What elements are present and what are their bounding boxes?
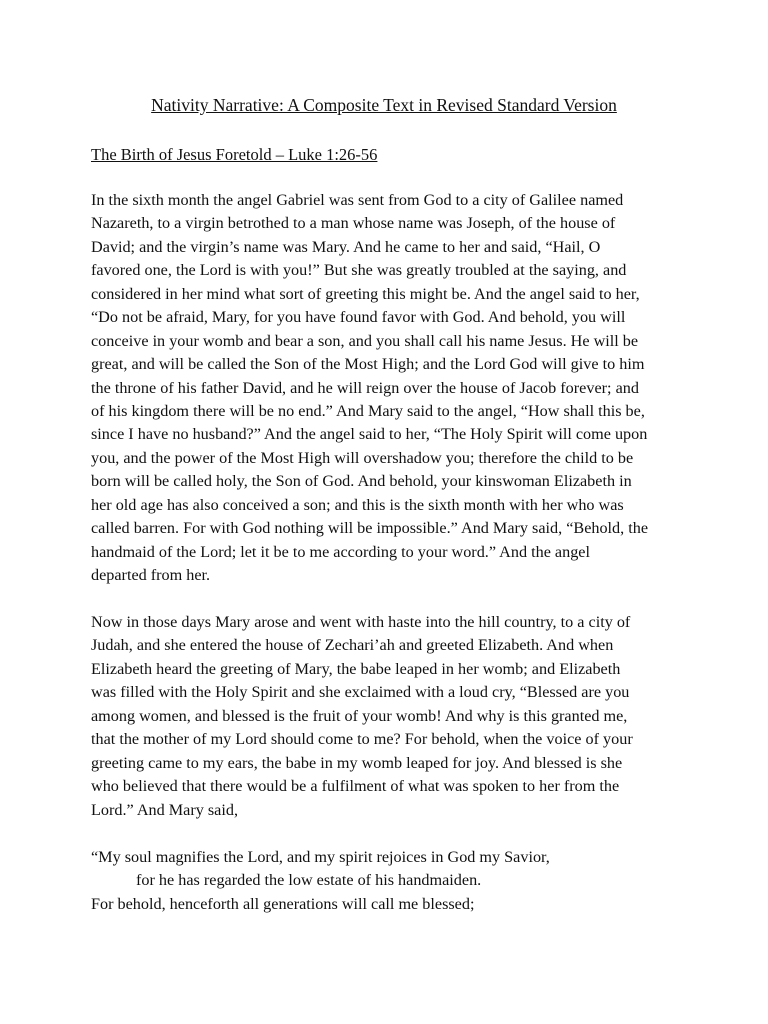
paragraph-line: considered in her mind what sort of greeting this might be. And the angel said to her,	[91, 284, 640, 303]
paragraph-line: Nazareth, to a virgin betrothed to a man whose name was Joseph, of the house of	[91, 214, 616, 233]
paragraph-line: born will be called holy, the Son of God. And behold, your kinswoman Elizabeth in	[91, 472, 632, 491]
poem-line: “My soul magnifies the Lord, and my spirit rejoices in God my Savior,	[91, 848, 550, 866]
poem-line: for he has regarded the low estate of his handmaiden.	[136, 871, 482, 890]
section-heading: The Birth of Jesus Foretold – Luke 1:26-56	[91, 145, 378, 164]
paragraph-line: conceive in your womb and bear a son, and you shall call his name Jesus. He will be	[91, 331, 639, 350]
paragraph-line: David; and the virgin’s name was Mary. And he came to her and said, “Hail, O	[91, 237, 601, 256]
poem-line: For behold, henceforth all generations will call me blessed;	[91, 894, 475, 913]
paragraph-line: Lord.” And Mary said,	[91, 800, 239, 819]
body-paragraph-1	[91, 189, 691, 587]
paragraph-line: “Do not be afraid, Mary, for you have found favor with God. And behold, you will	[91, 308, 626, 327]
paragraph-line: you, and the power of the Most High will overshadow you; therefore the child to be	[91, 448, 634, 467]
paragraph-line: that the mother of my Lord should come to me? For behold, when the voice of your	[91, 730, 633, 749]
paragraph-line: greeting came to my ears, the babe in my womb leaped for joy. And blessed is she	[91, 753, 623, 772]
paragraph-line: the throne of his father David, and he will reign over the house of Jacob forever; and	[91, 378, 639, 397]
page-title: Nativity Narrative: A Composite Text in Revised Standard Version	[151, 95, 617, 115]
paragraph-line: since I have no husband?” And the angel said to her, “The Holy Spirit will come upon	[91, 425, 648, 444]
paragraph-line: called barren. For with God nothing will be impossible.” And Mary said, “Behold, the	[91, 519, 649, 538]
paragraph-line: who believed that there would be a fulfilment of what was spoken to her from the	[91, 777, 620, 796]
poem-block	[91, 846, 691, 916]
paragraph-line: departed from her.	[91, 566, 211, 584]
paragraph-line: was filled with the Holy Spirit and she exclaimed with a loud cry, “Blessed are you	[91, 683, 630, 702]
paragraph-line: handmaid of the Lord; let it be to me according to your word.” And the angel	[91, 542, 590, 561]
paragraph-line: Now in those days Mary arose and went with haste into the hill country, to a city of	[91, 613, 631, 631]
paragraph-line: among women, and blessed is the fruit of your womb! And why is this granted me,	[91, 706, 628, 725]
paragraph-line: of his kingdom there will be no end.” And Mary said to the angel, “How shall this be,	[91, 401, 645, 420]
paragraph-line: Elizabeth heard the greeting of Mary, the babe leaped in her womb; and Elizabeth	[91, 659, 621, 678]
paragraph-line: great, and will be called the Son of the Most High; and the Lord God will give to him	[91, 355, 645, 374]
body-paragraph-2	[91, 611, 691, 822]
paragraph-line: In the sixth month the angel Gabriel was sent from God to a city of Galilee named	[91, 191, 624, 209]
paragraph-line: favored one, the Lord is with you!” But she was greatly troubled at the saying, and	[91, 261, 627, 280]
paragraph-line: her old age has also conceived a son; and this is the sixth month with her who was	[91, 495, 624, 514]
paragraph-line: Judah, and she entered the house of Zechari’ah and greeted Elizabeth. And when	[91, 636, 614, 655]
